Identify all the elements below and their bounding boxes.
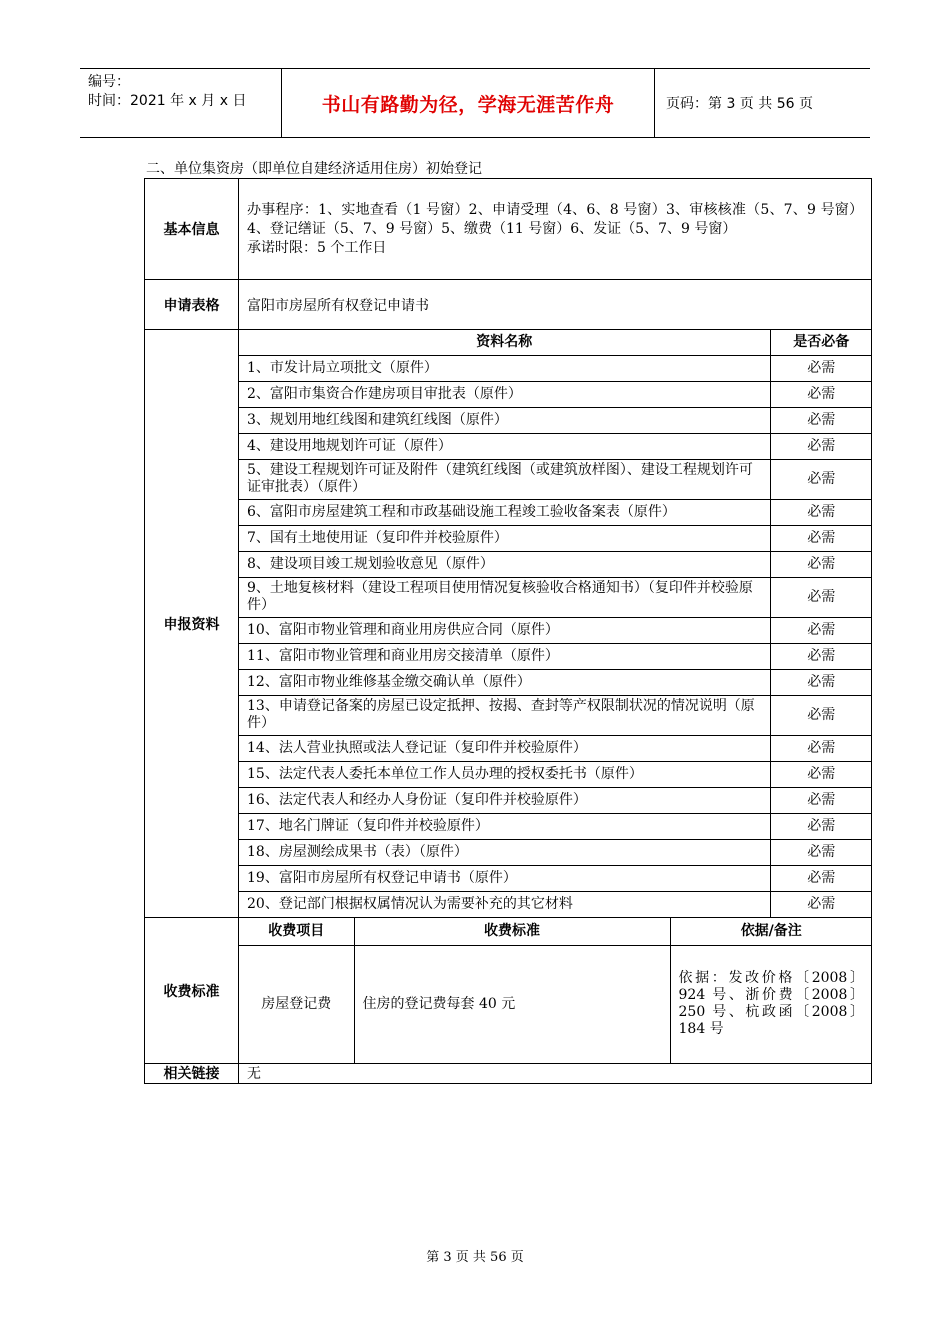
fees-table <box>239 918 872 1063</box>
links-row <box>145 1064 872 1084</box>
material-row <box>239 459 872 499</box>
basic-info-row <box>145 179 872 280</box>
material-row <box>239 577 872 617</box>
material-required: 必需 <box>770 617 872 643</box>
material-required: 必需 <box>770 551 872 577</box>
material-name: 5、建设工程规划许可证及附件（建筑红线图（或建筑放样图）、建设工程规划许可证审批表）（原件） <box>239 459 770 499</box>
material-required: 必需 <box>770 669 872 695</box>
material-name: 13、申请登记备案的房屋已设定抵押、按揭、查封等产权限制状况的情况说明（原件） <box>239 695 770 735</box>
procedure-text: 办事程序：1、实地查看（1 号窗）2、申请受理（4、6、8 号窗）3、审核核准（5、7、9 号窗）4、登记缮证（5、7、9 号窗）5、缴费（11 号窗）6、发证（5、7、9 号窗） <box>247 201 863 237</box>
header-page-number: 页码：第 3 页 共 56 页 <box>666 96 813 112</box>
material-name: 19、富阳市房屋所有权登记申请书（原件） <box>239 865 770 891</box>
material-name: 15、法定代表人委托本单位工作人员办理的授权委托书（原件） <box>239 761 770 787</box>
material-required: 必需 <box>770 813 872 839</box>
material-required-header: 是否必备 <box>770 330 872 355</box>
registration-table <box>144 178 872 1084</box>
fees-cell <box>239 918 872 1064</box>
material-required: 必需 <box>770 407 872 433</box>
application-form-row <box>145 280 872 330</box>
material-row <box>239 813 872 839</box>
fee-item-header: 收费项目 <box>239 918 354 945</box>
material-name: 11、富阳市物业管理和商业用房交接清单（原件） <box>239 643 770 669</box>
material-name-header: 资料名称 <box>239 330 770 355</box>
material-row <box>239 355 872 381</box>
document-date: 时间：2021 年 x 月 x 日 <box>88 93 247 109</box>
basic-info-label: 基本信息 <box>145 179 239 280</box>
material-name: 16、法定代表人和经办人身份证（复印件并校验原件） <box>239 787 770 813</box>
material-row <box>239 551 872 577</box>
material-required: 必需 <box>770 761 872 787</box>
materials-table <box>239 330 872 917</box>
material-name: 12、富阳市物业维修基金缴交确认单（原件） <box>239 669 770 695</box>
materials-header-row <box>239 330 872 355</box>
material-name: 4、建设用地规划许可证（原件） <box>239 433 770 459</box>
fee-standard: 住房的登记费每套 40 元 <box>354 945 670 1063</box>
material-row <box>239 695 872 735</box>
material-required: 必需 <box>770 787 872 813</box>
material-row <box>239 407 872 433</box>
section-title: 二、单位集资房（即单位自建经济适用住房）初始登记 <box>146 161 482 177</box>
material-required: 必需 <box>770 525 872 551</box>
material-required: 必需 <box>770 577 872 617</box>
material-required: 必需 <box>770 891 872 917</box>
material-name: 14、法人营业执照或法人登记证（复印件并校验原件） <box>239 735 770 761</box>
material-row <box>239 433 872 459</box>
document-number-label: 编号： <box>88 74 130 90</box>
material-row <box>239 643 872 669</box>
material-name: 6、富阳市房屋建筑工程和市政基础设施工程竣工验收备案表（原件） <box>239 499 770 525</box>
material-required: 必需 <box>770 695 872 735</box>
material-name: 10、富阳市物业管理和商业用房供应合同（原件） <box>239 617 770 643</box>
material-name: 17、地名门牌证（复印件并校验原件） <box>239 813 770 839</box>
basic-info-cell <box>239 179 872 280</box>
material-required: 必需 <box>770 355 872 381</box>
fee-basis-header: 依据/备注 <box>670 918 872 945</box>
material-required: 必需 <box>770 381 872 407</box>
application-form-value: 富阳市房屋所有权登记申请书 <box>239 280 872 330</box>
fees-row <box>145 918 872 1064</box>
material-name: 9、土地复核材料（建设工程项目使用情况复核验收合格通知书）（复印件并校验原件） <box>239 577 770 617</box>
material-row <box>239 839 872 865</box>
material-row <box>239 499 872 525</box>
material-required: 必需 <box>770 839 872 865</box>
material-name: 2、富阳市集资合作建房项目审批表（原件） <box>239 381 770 407</box>
material-required: 必需 <box>770 459 872 499</box>
material-name: 1、市发计局立项批文（原件） <box>239 355 770 381</box>
material-name: 18、房屋测绘成果书（表）（原件） <box>239 839 770 865</box>
fee-item: 房屋登记费 <box>239 945 354 1063</box>
material-required: 必需 <box>770 433 872 459</box>
material-row <box>239 787 872 813</box>
material-row <box>239 735 872 761</box>
material-row <box>239 669 872 695</box>
materials-label: 申报资料 <box>145 330 239 918</box>
material-row <box>239 381 872 407</box>
page-footer: 第 3 页 共 56 页 <box>426 1250 524 1265</box>
material-row <box>239 891 872 917</box>
time-limit-text: 承诺时限：5 个工作日 <box>247 239 387 256</box>
material-required: 必需 <box>770 735 872 761</box>
application-form-label: 申请表格 <box>145 280 239 330</box>
materials-cell <box>239 330 872 918</box>
fee-standard-header: 收费标准 <box>354 918 670 945</box>
material-row <box>239 761 872 787</box>
materials-row <box>145 330 872 918</box>
fee-basis: 依据：发改价格〔2008〕924 号、浙价费〔2008〕250 号、杭政函〔2008〕184 号 <box>670 945 872 1063</box>
links-label: 相关链接 <box>145 1064 239 1084</box>
fees-label: 收费标准 <box>145 918 239 1064</box>
links-value: 无 <box>239 1064 872 1084</box>
material-name: 8、建设项目竣工规划验收意见（原件） <box>239 551 770 577</box>
material-row <box>239 525 872 551</box>
header-meta <box>80 69 282 137</box>
material-row <box>239 617 872 643</box>
material-required: 必需 <box>770 499 872 525</box>
material-row <box>239 865 872 891</box>
material-name: 3、规划用地红线图和建筑红线图（原件） <box>239 407 770 433</box>
material-required: 必需 <box>770 643 872 669</box>
material-name: 7、国有土地使用证（复印件并校验原件） <box>239 525 770 551</box>
fee-data-row <box>239 945 872 1063</box>
material-required: 必需 <box>770 865 872 891</box>
fees-header-row <box>239 918 872 945</box>
header-motto: 书山有路勤为径，学海无涯苦作舟 <box>282 69 655 137</box>
material-name: 20、登记部门根据权属情况认为需要补充的其它材料 <box>239 891 770 917</box>
page-header <box>80 68 870 138</box>
